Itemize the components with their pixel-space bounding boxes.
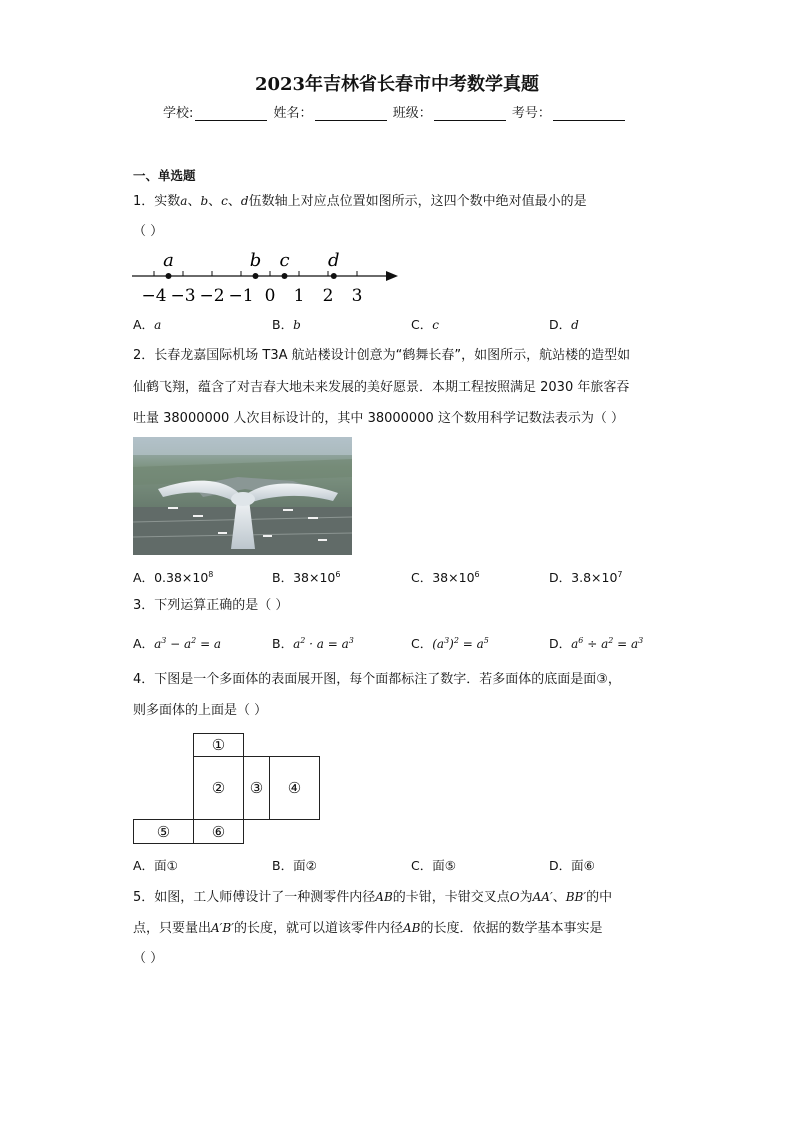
net-face-4: ④ bbox=[269, 756, 320, 820]
number-line-tick-label: −2 bbox=[199, 286, 225, 306]
q5-line2 bbox=[133, 921, 602, 936]
option-letter: D． bbox=[549, 317, 572, 332]
q5-var: BB′ bbox=[565, 890, 587, 904]
q5-var: AB bbox=[402, 921, 421, 935]
q1-var-b: b bbox=[200, 194, 209, 208]
class-label: 班级： bbox=[392, 106, 432, 121]
name-label: 姓名： bbox=[273, 106, 313, 121]
q5-var: AA′ bbox=[532, 890, 553, 904]
net-face-1: ① bbox=[193, 733, 244, 757]
number-line-tick-label: −1 bbox=[228, 286, 254, 306]
net-face-3: ③ bbox=[243, 756, 270, 820]
number-line-point-label-b: b bbox=[249, 250, 262, 271]
option-text: 38×10 bbox=[293, 570, 336, 586]
option-letter: C． bbox=[411, 570, 433, 586]
q1-text: 1．实数 bbox=[133, 194, 181, 209]
q4-option-b[interactable] bbox=[272, 858, 317, 873]
q1-stem bbox=[133, 194, 587, 209]
q5-text: 的卡钳，卡钳交叉点 bbox=[392, 890, 510, 905]
option-text: d bbox=[571, 318, 579, 332]
q2-option-c[interactable] bbox=[411, 567, 480, 585]
q5-text: 为 bbox=[519, 890, 533, 905]
option-letter: B． bbox=[272, 636, 294, 651]
q5-text: 、 bbox=[552, 890, 566, 905]
number-line-point-d bbox=[331, 273, 337, 279]
number-line-tick-label: 2 bbox=[322, 286, 334, 306]
option-formula: $a^2 \cdot a = a^3$ bbox=[293, 636, 354, 651]
option-text: a bbox=[154, 318, 162, 332]
q5-var: A′B′ bbox=[211, 921, 234, 935]
option-text: 面② bbox=[293, 858, 317, 873]
q3-option-c[interactable] bbox=[411, 633, 489, 652]
q1-answer-paren: （ ） bbox=[133, 224, 164, 239]
student-info-line bbox=[163, 102, 627, 121]
q5-text: 的长度．依据的数学基本事实是 bbox=[420, 921, 603, 936]
school-label: 学校: bbox=[163, 106, 194, 121]
q2-option-d[interactable] bbox=[549, 567, 623, 585]
q4-line1: 4．下图是一个多面体的表面展开图，每个面都标注了数字．若多面体的底面是面③， bbox=[133, 672, 621, 687]
q5-answer-paren: （ ） bbox=[133, 951, 164, 966]
q4-option-d[interactable] bbox=[549, 858, 595, 873]
q4-option-c[interactable] bbox=[411, 858, 456, 873]
option-text: 38×10 bbox=[432, 570, 475, 586]
net-face-5: ⑤ bbox=[133, 819, 194, 844]
number-line-point-a bbox=[166, 273, 172, 279]
option-letter: D． bbox=[549, 858, 572, 873]
option-exponent: 6 bbox=[474, 570, 480, 579]
number-line-tick-label: 1 bbox=[293, 286, 305, 306]
q1-option-b[interactable] bbox=[272, 317, 301, 333]
polyhedron-net bbox=[133, 733, 323, 845]
name-blank[interactable] bbox=[315, 108, 387, 121]
q1-var-a: a bbox=[180, 194, 188, 208]
q2-option-a[interactable] bbox=[133, 567, 213, 585]
number-line-point-b bbox=[253, 273, 259, 279]
q1-var-d: d bbox=[240, 194, 249, 208]
q3-option-b[interactable] bbox=[272, 633, 354, 652]
class-blank[interactable] bbox=[434, 108, 506, 121]
q5-text: 的长度，就可以道该零件内径 bbox=[233, 921, 403, 936]
q5-text: 的中 bbox=[586, 890, 613, 905]
option-exponent: 8 bbox=[208, 570, 214, 579]
option-letter: D． bbox=[549, 570, 572, 586]
option-letter: A． bbox=[133, 570, 155, 586]
option-letter: D． bbox=[549, 636, 572, 651]
option-letter: A． bbox=[133, 317, 155, 332]
option-text: 面⑥ bbox=[571, 858, 595, 873]
option-formula: $a^3 - a^2 = a$ bbox=[154, 636, 222, 651]
option-letter: B． bbox=[272, 570, 294, 586]
option-exponent: 7 bbox=[617, 570, 623, 579]
option-exponent: 6 bbox=[335, 570, 341, 579]
q4-line2: 则多面体的上面是（ ） bbox=[133, 703, 268, 718]
exam-no-label: 考号： bbox=[511, 106, 551, 121]
q5-line1 bbox=[133, 890, 612, 905]
number-line-tick-label: −4 bbox=[141, 286, 167, 306]
q2-line2: 仙鹤飞翔，蕴含了对吉春大地未来发展的美好愿景．本期工程按照满足 2030 年旅客吞 bbox=[133, 380, 630, 395]
option-text: 0.38×10 bbox=[154, 570, 209, 586]
net-face-2: ② bbox=[193, 756, 244, 820]
q1-option-c[interactable] bbox=[411, 317, 439, 333]
option-letter: A． bbox=[133, 636, 155, 651]
q5-text: 5．如图，工人师傅设计了一种测零件内径 bbox=[133, 890, 376, 905]
q1-var-c: c bbox=[221, 194, 228, 208]
exam-no-blank[interactable] bbox=[553, 108, 625, 121]
q4-option-a[interactable] bbox=[133, 858, 178, 873]
option-letter: B． bbox=[272, 317, 294, 332]
option-text: c bbox=[432, 318, 439, 332]
q2-line1: 2．长春龙嘉国际机场 T3A 航站楼设计创意为“鹤舞长春”，如图所示，航站楼的造型如 bbox=[133, 348, 631, 363]
number-line-point-label-a: a bbox=[163, 250, 174, 271]
number-line-arrow bbox=[386, 271, 398, 281]
number-line bbox=[130, 248, 402, 306]
q2-option-b[interactable] bbox=[272, 567, 340, 585]
page-title: 2023年吉林省长春市中考数学真题 bbox=[254, 74, 540, 95]
option-text: 面① bbox=[154, 858, 178, 873]
option-text: 面⑤ bbox=[432, 858, 456, 873]
q1-sep: 、 bbox=[227, 194, 241, 209]
option-letter: C． bbox=[411, 317, 433, 332]
net-face-6: ⑥ bbox=[193, 819, 244, 844]
airport-terminal-photo bbox=[133, 437, 352, 555]
q5-var: O bbox=[509, 890, 520, 904]
q5-var: AB bbox=[375, 890, 393, 904]
q3-stem: 3．下列运算正确的是（ ） bbox=[133, 598, 289, 613]
number-line-point-c bbox=[282, 273, 288, 279]
q1-option-d[interactable] bbox=[549, 317, 579, 333]
q1-sep: 、 bbox=[208, 194, 222, 209]
q1-option-a[interactable] bbox=[133, 317, 161, 333]
q5-text: 点，只要量出 bbox=[133, 921, 212, 936]
q1-text: 伍数轴上对应点位置如图所示，这四个数中绝对值最小的是 bbox=[248, 194, 587, 209]
option-formula: $(a^3)^2 = a^5$ bbox=[432, 636, 489, 651]
number-line-point-label-c: c bbox=[279, 250, 290, 271]
number-line-point-label-d: d bbox=[328, 250, 340, 271]
section-heading: 一、单选题 bbox=[133, 168, 196, 183]
q2-line3: 吐量 38000000 人次目标设计的，其中 38000000 这个数用科学记数法表示为（ ） bbox=[133, 411, 624, 426]
option-letter: C． bbox=[411, 858, 433, 873]
option-text: 3.8×10 bbox=[571, 570, 618, 586]
q3-option-a[interactable] bbox=[133, 633, 221, 652]
q1-sep: 、 bbox=[187, 194, 201, 209]
number-line-tick-label: −3 bbox=[170, 286, 196, 306]
number-line-tick-label: 3 bbox=[351, 286, 363, 306]
option-formula: $a^6 \div a^2 = a^3$ bbox=[571, 636, 644, 651]
q3-option-d[interactable] bbox=[549, 633, 643, 652]
option-letter: A． bbox=[133, 858, 155, 873]
option-letter: B． bbox=[272, 858, 294, 873]
option-text: b bbox=[293, 318, 301, 332]
school-blank[interactable] bbox=[195, 108, 267, 121]
number-line-tick-label: 0 bbox=[264, 286, 276, 306]
option-letter: C． bbox=[411, 636, 433, 651]
